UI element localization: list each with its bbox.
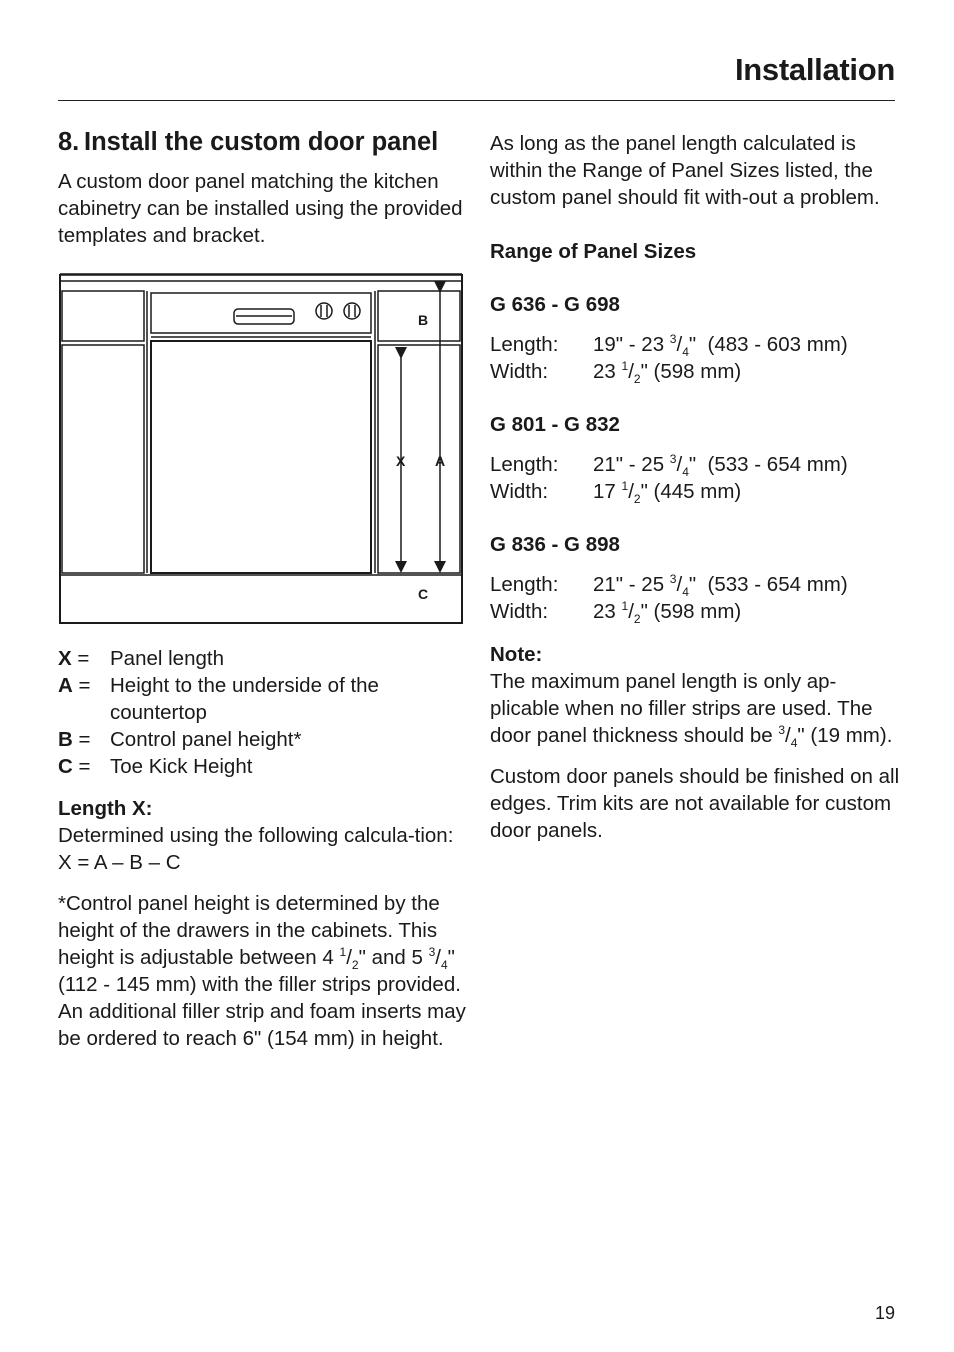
left-cabinet-door (62, 345, 144, 573)
note-text: The maximum panel length is only ap-plicable when no filler strips are used. The door panel thickness should be $^3/_4$" (19 mm). (490, 670, 893, 751)
left-drawer (62, 291, 144, 341)
section-number: 8. (58, 128, 80, 156)
footnote-paragraph: *Control panel height is determined by the height of the drawers in the cabinets. This height is adjustable between 4 $^1/_2$" and 5 $^3/_4$" (112 - 145 mm) with the filler strips provided. An additional filler strip and foam inserts may be ordered to reach 6" (154 mm) in height. (58, 892, 466, 1050)
model-spec (490, 531, 900, 625)
length-row: Length: 19" - 23 $^3/_4$" (483 - 603 mm) (490, 332, 848, 360)
model-spec (490, 411, 900, 505)
note-heading: Note: (490, 643, 543, 666)
width-row: Width: 17 $^1/_2$" (445 mm) (490, 479, 742, 507)
header-divider (58, 100, 895, 101)
control-knob (316, 303, 332, 319)
width-row: Width: 23 $^1/_2$" (598 mm) (490, 359, 742, 387)
model-name: G 636 - G 698 (490, 293, 620, 316)
right-column (490, 130, 900, 844)
diagram-svg (58, 273, 463, 625)
legend-item: A = Height to the underside of the countertop (58, 674, 379, 724)
dishwasher-installation-diagram (58, 273, 463, 625)
range-heading: Range of Panel Sizes (490, 240, 697, 263)
label-b: B (418, 312, 429, 328)
length-x-heading: Length X: (58, 797, 153, 820)
length-row: Length: 21" - 25 $^3/_4$" (533 - 654 mm) (490, 452, 848, 480)
model-name: G 801 - G 832 (490, 413, 620, 436)
range-intro: As long as the panel length calculated is within the Range of Panel Sizes listed, the custom panel should fit with-out a problem. (490, 132, 880, 209)
width-row: Width: 23 $^1/_2$" (598 mm) (490, 599, 742, 627)
legend-item: X = Panel length (58, 647, 224, 670)
page-header-title: Installation (734, 52, 895, 87)
label-a: A (435, 453, 446, 469)
length-x-block (58, 795, 468, 876)
section-title: Install the custom door panel (84, 128, 439, 156)
right-cabinet-door (378, 345, 460, 573)
door-panel (151, 341, 371, 573)
section-heading (58, 126, 468, 158)
intro-paragraph: A custom door panel matching the kitchen cabinetry can be installed using the provided templates and bracket. (58, 170, 463, 247)
control-panel (151, 293, 371, 333)
legend-item: C = Toe Kick Height (58, 755, 253, 778)
closing-paragraph: Custom door panels should be finished on all edges. Trim kits are not available for custom door panels. (490, 765, 900, 842)
model-name: G 836 - G 898 (490, 533, 620, 556)
label-c: C (418, 586, 429, 602)
model-spec (490, 291, 900, 385)
label-x: X (396, 453, 406, 469)
control-knob (344, 303, 360, 319)
legend-list (58, 645, 468, 780)
page-number: 19 (874, 1303, 895, 1323)
legend-item: B = Control panel height* (58, 728, 302, 751)
left-column (58, 126, 468, 1052)
length-row: Length: 21" - 25 $^3/_4$" (533 - 654 mm) (490, 572, 848, 600)
length-x-text: Determined using the following calcula-tion: X = A – B – C (58, 824, 454, 874)
